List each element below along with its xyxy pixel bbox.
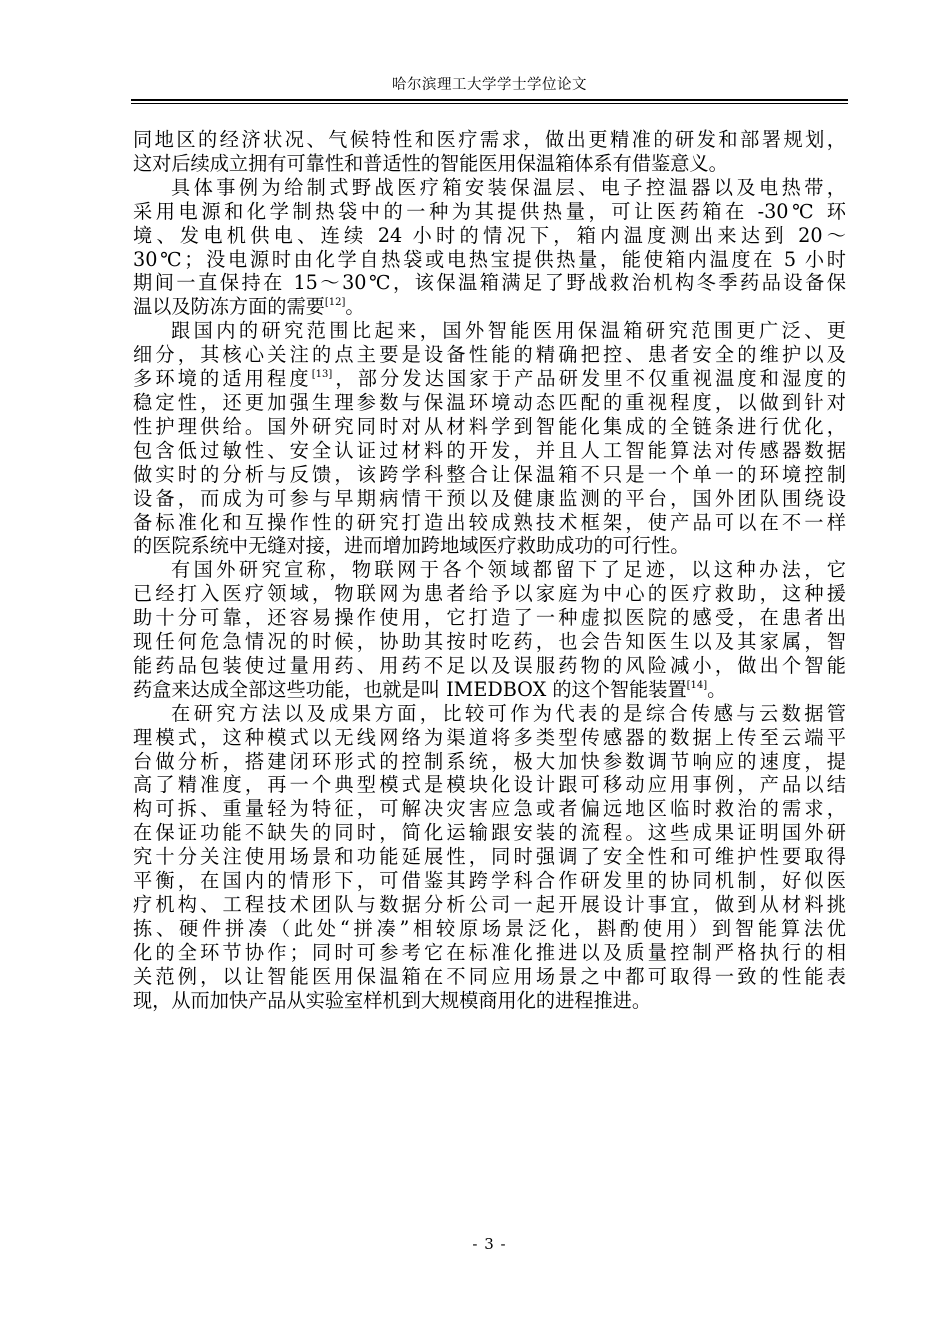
text-line: 设备，而成为可参与早期病情干预以及健康监测的平台，国外团队围绕设 (133, 486, 846, 510)
citation: [12] (324, 297, 346, 309)
text-segment: ，部分发达国家于产品研发里不仅重视温度和湿度的 (332, 367, 847, 391)
text-line: 的医院系统中无缝对接，进而增加跨地域医疗救助成功的可行性。 (133, 534, 690, 558)
text-line: 现，从而加快产品从实验室样机到大规模商用化的进程推进。 (133, 988, 652, 1012)
text-line: 能药品包装使过量用药、用药不足以及误服药物的风险减小，做出个智能 (133, 653, 846, 677)
text-line: 高了精准度，再一个典型模式是模块化设计跟可移动应用事例，产品以结 (133, 773, 846, 797)
text-line: 稳定性，还更加强生理参数与保温环境动态匹配的重视程度，以做到针对 (133, 390, 846, 414)
text-segment: 多环境的适用程度 (133, 367, 312, 391)
text-line: 境、发电机供电、连续 24 小时的情况下，箱内温度测出来达到 20～ (133, 223, 846, 247)
text-line: 30℃；没电源时由化学自热袋或电热宝提供热量，能使箱内温度在 5 小时 (133, 247, 846, 271)
text-line (133, 295, 846, 319)
text-segment: 。 (345, 295, 365, 319)
text-line: 现任何危急情况的时候，协助其按时吃药，也会告知医生以及其家属，智 (133, 630, 846, 654)
text-segment: 药盒来达成全部这些功能，也就是叫 IMEDBOX 的这个智能装置 (133, 677, 687, 701)
text-line: 细分，其核心关注的点主要是设备性能的精确把控、患者安全的维护以及 (133, 343, 846, 367)
text-line: 理模式，这种模式以无线网络为渠道将多类型传感器的数据上传至云端平 (133, 725, 846, 749)
text-line: 采用电源和化学制热袋中的一种为其提供热量，可让医药箱在 -30℃ 环 (133, 199, 846, 223)
text-line: 化的全环节协作；同时可参考它在标准化推进以及质量控制严格执行的相 (133, 940, 846, 964)
text-line: 拣、硬件拼凑（此处“拼凑”相较原场景泛化，斟酌使用）到智能算法优 (133, 916, 846, 940)
text-line: 包含低过敏性、安全认证过材料的开发，并且人工智能算法对传感器数据 (133, 438, 846, 462)
text-line: 在保证功能不缺失的同时，简化运输跟安装的流程。这些成果证明国外研 (133, 821, 846, 845)
paragraph-2 (133, 176, 846, 319)
text-segment: 温以及防冻方面的需要 (133, 295, 325, 319)
text-line: 同地区的经济状况、气候特性和医疗需求，做出更精准的研发和部署规划， (133, 128, 846, 151)
text-line: 平衡，在国内的情形下，可借鉴其跨学科合作研发里的协同机制，好似医 (133, 869, 846, 893)
header-divider-thick (131, 99, 848, 101)
paragraph-3 (133, 319, 846, 558)
text-line: 已经打入医疗领域，物联网为患者给予以家庭为中心的医疗救助，这种援 (133, 582, 846, 606)
page-header-title: 哈尔滨理工大学学士学位论文 (392, 77, 587, 93)
text-line: 备标准化和互操作性的研究打造出较成熟技术框架，使产品可以在不一样 (133, 510, 846, 534)
header-divider-thin (131, 103, 848, 104)
document-body (133, 128, 846, 1013)
citation: [14] (686, 679, 708, 691)
text-line (133, 367, 846, 391)
text-line: 跟国内的研究范围比起来，国外智能医用保温箱研究范围更广泛、更 (171, 319, 846, 343)
text-line: 具体事例为给制式野战医疗箱安装保温层、电子控温器以及电热带， (171, 175, 846, 199)
text-line: 疗机构、工程技术团队与数据分析公司一起开展设计事宜，做到从材料挑 (133, 893, 846, 916)
text-line: 关范例，以让智能医用保温箱在不同应用场景之中都可取得一致的性能表 (133, 964, 846, 988)
text-line: 构可拆、重量轻为特征，可解决灾害应急或者偏远地区临时救治的需求， (133, 797, 846, 821)
text-line: 性护理供给。国外研究同时对从材料学到智能化集成的全链条进行优化， (133, 414, 846, 438)
paragraph-5 (133, 702, 846, 1013)
paragraph-1 (133, 128, 846, 176)
page-number: - 3 - (472, 1235, 507, 1253)
text-line: 期间一直保持在 15～30℃，该保温箱满足了野战救治机构冬季药品设备保 (133, 271, 846, 295)
text-line (133, 678, 846, 702)
paragraph-4 (133, 558, 846, 701)
text-line: 在研究方法以及成果方面，比较可作为代表的是综合传感与云数据管 (171, 701, 846, 725)
text-line: 做实时的分析与反馈，该跨学科整合让保温箱不只是一个单一的环境控制 (133, 462, 846, 486)
text-line: 这对后续成立拥有可靠性和普适性的智能医用保温箱体系有借鉴意义。 (133, 151, 728, 175)
citation: [13] (311, 369, 333, 381)
text-line: 助十分可靠，还容易操作使用，它打造了一种虚拟医院的感受，在患者出 (133, 606, 846, 630)
text-line: 有国外研究宣称，物联网于各个领域都留下了足迹，以这种办法，它 (171, 558, 846, 582)
text-segment: 。 (707, 677, 727, 701)
text-line: 究十分关注使用场景和功能延展性，同时强调了安全性和可维护性要取得 (133, 845, 846, 869)
text-line: 台做分析，搭建闭环形式的控制系统，极大加快参数调节响应的速度，提 (133, 749, 846, 773)
